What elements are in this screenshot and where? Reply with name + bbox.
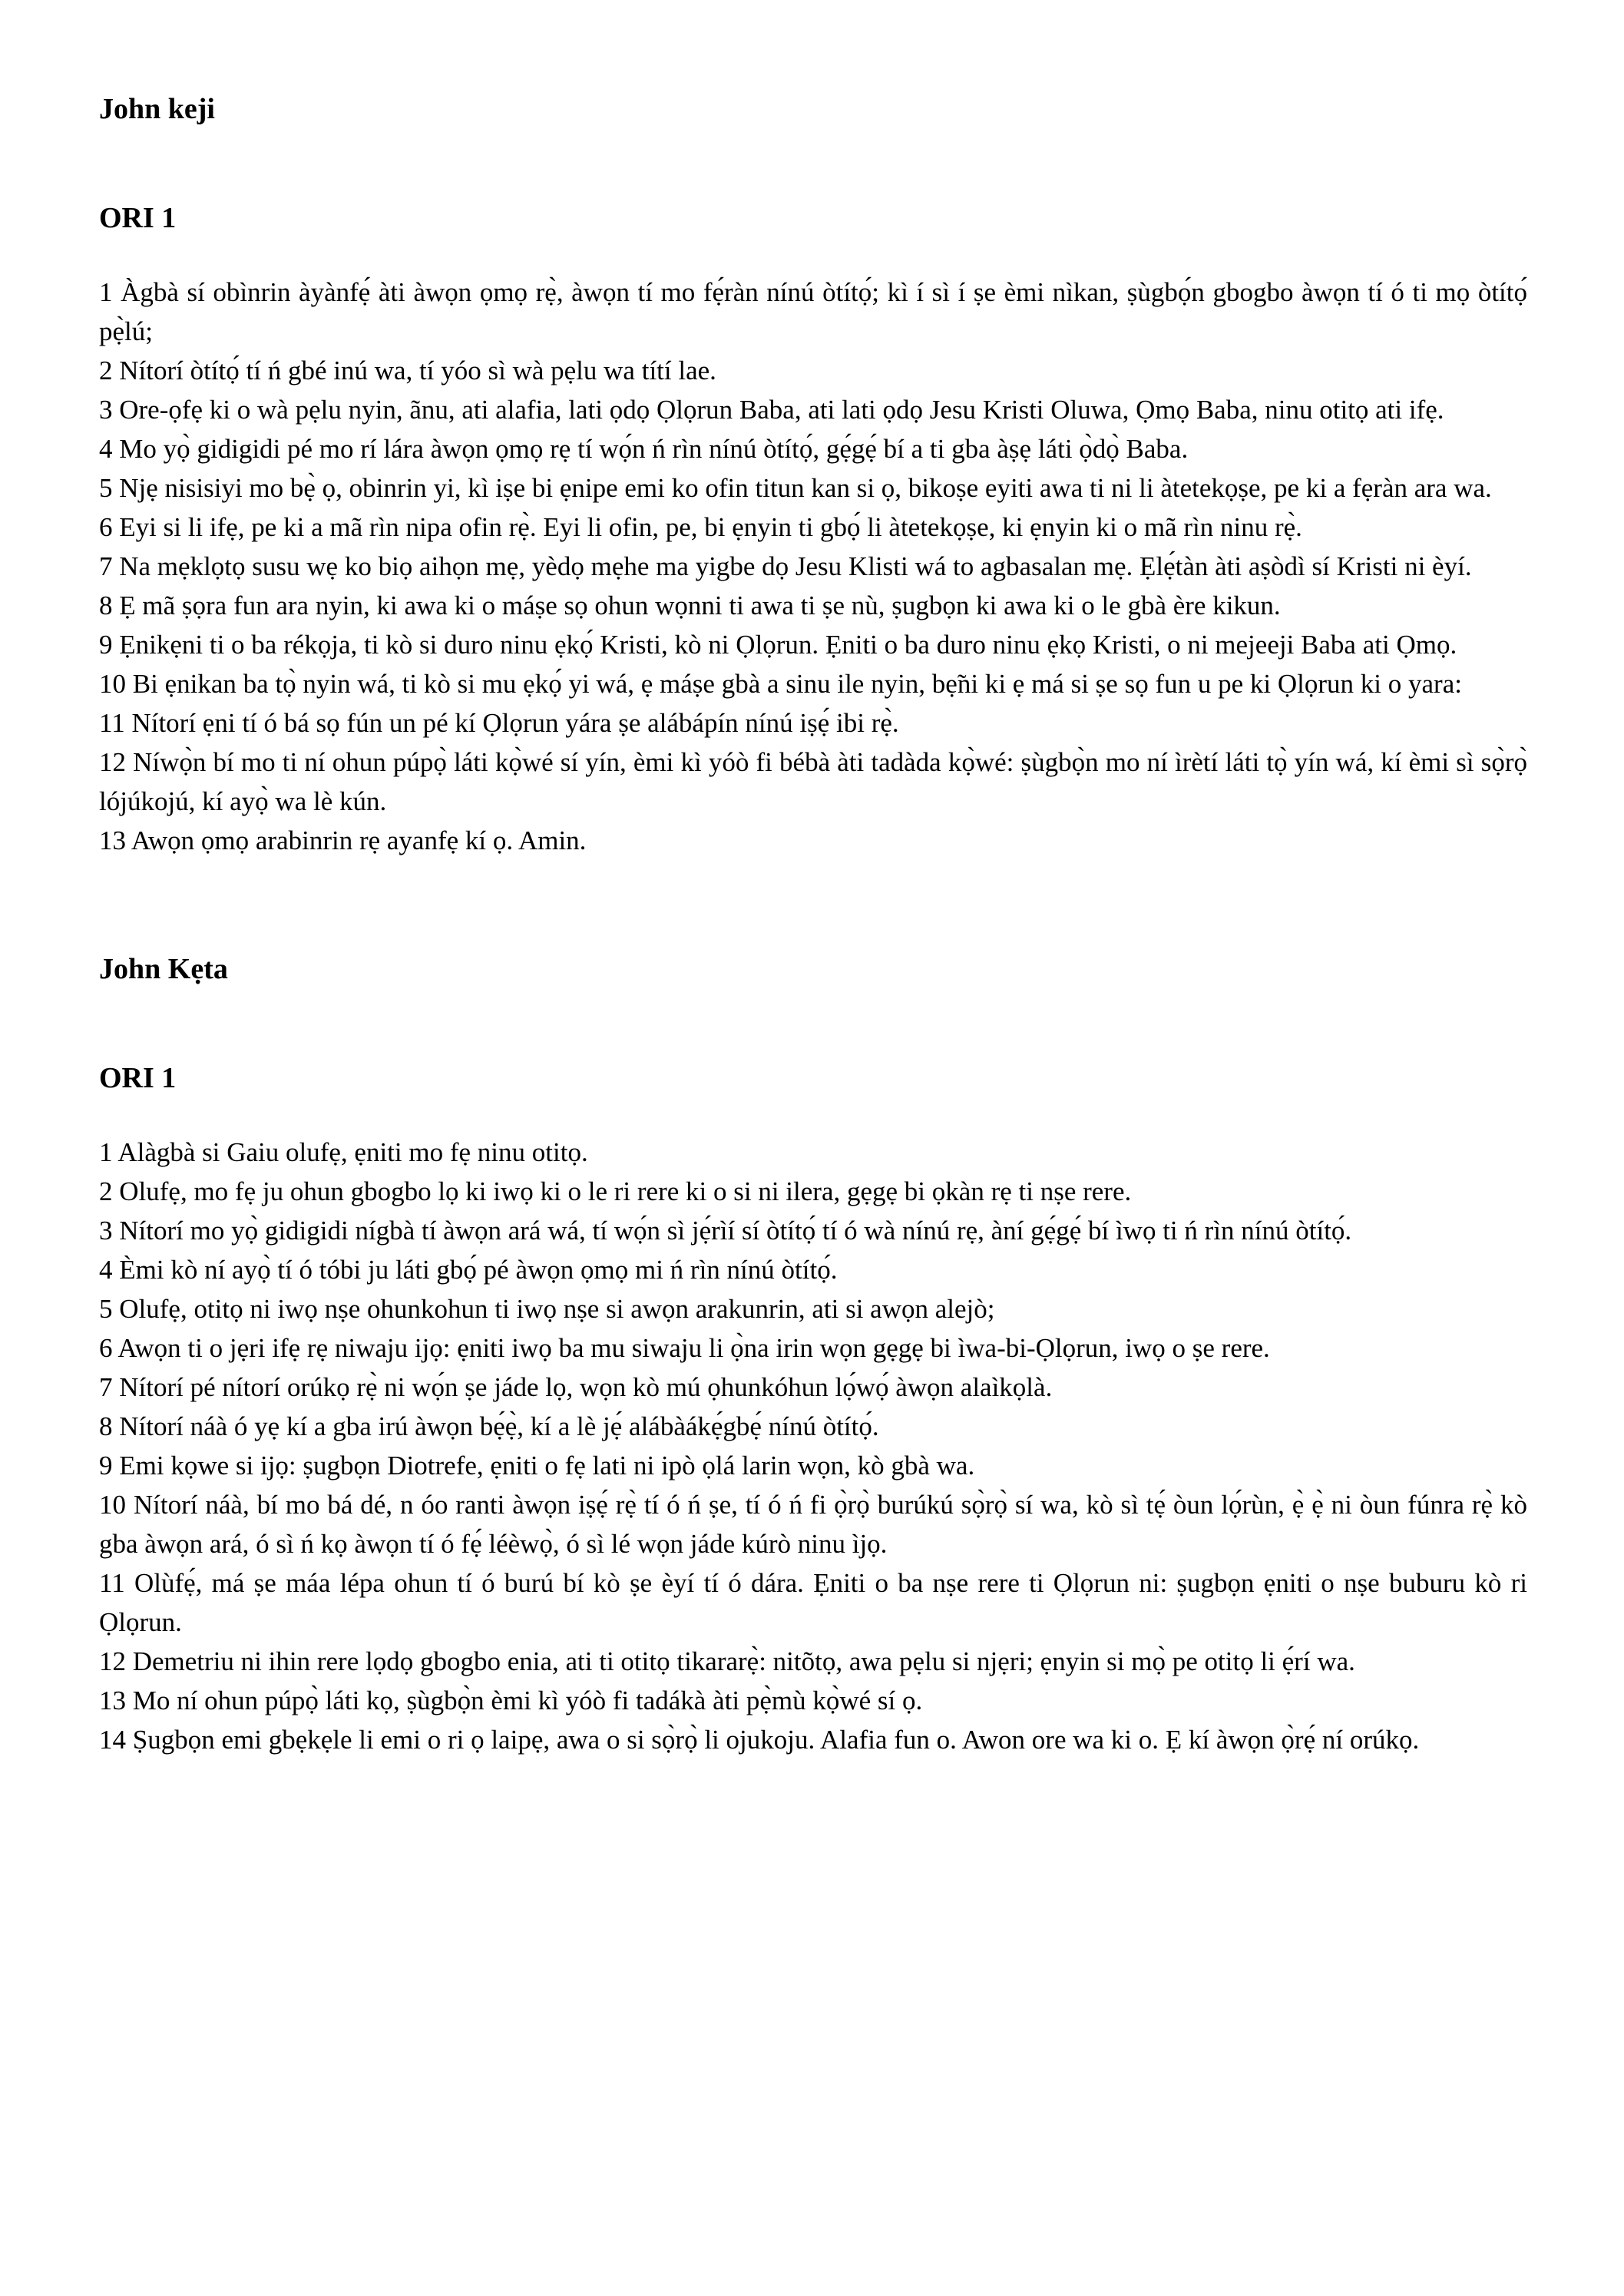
verse: 9 Emi kọwe si ijọ: ṣugbọn Diotrefe, ẹniti o fẹ lati ni ipò ọlá larin wọn, kò gbà wa. [99, 1451, 975, 1480]
verse: 3 Ore-ọfẹ ki o wà pẹlu nyin, ãnu, ati alafia, lati ọdọ Ọlọrun Baba, ati lati ọdọ Jesu Kristi Oluwa, Ọmọ Baba, ninu otitọ ati ifẹ. [99, 395, 1444, 425]
verse: 5 Olufẹ, otitọ ni iwọ nṣe ohunkohun ti iwọ nṣe si awọn arakunrin, ati si awọn alejò; [99, 1294, 995, 1324]
verse: 1 Alàgbà si Gaiu olufẹ, ẹniti mo fẹ ninu otitọ. [99, 1137, 588, 1167]
verse: 8 Nítorí náà ó yẹ kí a gba irú àwọn bẹ́ẹ̀, kí a lè jẹ́ alábàákẹ́gbẹ́ nínú òtítọ́. [99, 1411, 879, 1441]
verse: 13 Awọn ọmọ arabinrin rẹ ayanfẹ kí ọ. Amin. [99, 825, 587, 855]
document-page [99, 91, 1527, 1759]
verse: 12 Níwọ̀n bí mo ti ní ohun púpọ̀ láti kọ̀wé sí yín, èmi kì yóò fi bébà àti tadàda kọ̀wé: ṣùgbọ̀n mo ní ìrètí láti tọ̀ yín wá, kí èmi sì sọ̀rọ̀ lójúkojú, kí ayọ̀ wa lè kún. [99, 747, 1527, 816]
verse: 11 Nítorí ẹni tí ó bá sọ fún un pé kí Ọlọrun yára ṣe alábápín nínú iṣẹ́ ibi rẹ̀. [99, 708, 899, 738]
verse: 2 Nítorí òtítọ́ tí ń gbé inú wa, tí yóo sì wà pẹlu wa títí lae. [99, 356, 716, 385]
chapter-title: ORI 1 [99, 202, 177, 234]
verse: 13 Mo ní ohun púpọ̀ láti kọ, ṣùgbọ̀n èmi kì yóò fi tadákà àti pẹ̀mù kọ̀wé sí ọ. [99, 1686, 923, 1715]
verse: 7 Nítorí pé nítorí orúkọ rẹ̀ ni wọ́n ṣe jáde lọ, wọn kò mú ọhunkóhun lọ́wọ́ àwọn alaìkọlà. [99, 1372, 1053, 1402]
verse: 4 Èmi kò ní ayọ̀ tí ó tóbi ju láti gbọ́ pé àwọn ọmọ mi ń rìn nínú òtítọ́. [99, 1255, 838, 1285]
book-title: John keji [99, 93, 215, 125]
chapter-title: ORI 1 [99, 1062, 177, 1094]
verse: 8 Ẹ mã ṣọra fun ara nyin, ki awa ki o máṣe sọ ohun wọnni ti awa ti ṣe nù, ṣugbọn ki awa ki o le gbà ère kikun. [99, 591, 1281, 620]
verse: 2 Olufẹ, mo fẹ ju ohun gbogbo lọ ki iwọ ki o le ri rere ki o si ni ilera, gẹgẹ bi ọkàn rẹ ti nṣe rere. [99, 1176, 1132, 1206]
verse: 10 Bi ẹnikan ba tọ̀ nyin wá, ti kò si mu ẹkọ́ yi wá, ẹ máṣe gbà a sinu ile nyin, bẹ̃ni ki ẹ má si ṣe sọ fun u pe ki Ọlọrun ki o yara: [99, 669, 1462, 699]
verse: 12 Demetriu ni ihin rere lọdọ gbogbo enia, ati ti otitọ tikararẹ̀: nitõtọ, awa pẹlu si njẹri; ẹnyin si mọ̀ pe otitọ li ẹ́rí wa. [99, 1646, 1355, 1676]
verse: 5 Njẹ nisisiyi mo bẹ̀ ọ, obinrin yi, kì iṣe bi ẹnipe emi ko ofin titun kan si ọ, bikoṣe eyiti awa ti ni li àtetekọṣe, pe ki a fẹràn ara wa. [99, 473, 1492, 503]
verse: 7 Na mẹklọtọ susu wẹ ko biọ aihọn mẹ, yèdọ mẹhe ma yigbe dọ Jesu Klisti wá to agbasalan mẹ. Ẹlẹ́tàn àti aṣòdì sí Kristi ni èyí. [99, 551, 1472, 581]
verse: 6 Awọn ti o jẹri ifẹ rẹ niwaju ijọ: ẹniti iwọ ba mu siwaju li ọ̀na irin wọn gẹgẹ bi ìwa-bi-Ọlọrun, iwọ o ṣe rere. [99, 1333, 1270, 1363]
verse-list [99, 1133, 1527, 1759]
verse: 9 Ẹnikẹni ti o ba rékọja, ti kò si duro ninu ẹkọ́ Kristi, kò ni Ọlọrun. Ẹniti o ba duro ninu ẹkọ Kristi, o ni mejeeji Baba ati Ọmọ. [99, 630, 1457, 660]
verse: 10 Nítorí náà, bí mo bá dé, n óo ranti àwọn iṣẹ́ rẹ̀ tí ó ń ṣe, tí ó ń fi ọ̀rọ̀ burúkú sọ̀rọ̀ sí wa, kò sì tẹ́ òun lọ́rùn, ẹ̀ ẹ̀ ni òun fúnra rẹ̀ kò gba àwọn ará, ó sì ń kọ àwọn tí ó fẹ́ léèwọ̀, ó sì lé wọn jáde kúrò ninu ìjọ. [99, 1490, 1527, 1559]
book-section-john-keji [99, 91, 1527, 860]
verse: 3 Nítorí mo yọ̀ gidigidi nígbà tí àwọn ará wá, tí wọ́n sì jẹ́rìí sí òtítọ́ tí ó wà nínú rẹ, àní gẹ́gẹ́ bí ìwọ ti ń rìn nínú òtítọ́. [99, 1216, 1352, 1246]
verse: 14 Ṣugbọn emi gbẹkẹle li emi o ri ọ laipẹ, awa o si sọ̀rọ̀ li ojukoju. Alafia fun o. Awon ore wa ki o. Ẹ kí àwọn ọ̀rẹ́ ní orúkọ. [99, 1725, 1420, 1755]
verse-list [99, 273, 1527, 860]
verse: 1 Àgbà sí obìnrin àyànfẹ́ àti àwọn ọmọ rẹ̀, àwọn tí mo fẹ́ràn nínú òtítọ́; kì í sì í ṣe èmi nìkan, ṣùgbọ́n gbogbo àwọn tí ó ti mọ òtítọ́ pẹ̀lú; [99, 277, 1527, 346]
verse: 6 Eyi si li ifẹ, pe ki a mã rìn nipa ofin rẹ̀. Eyi li ofin, pe, bi ẹnyin ti gbọ́ li àtetekọṣe, ki ẹnyin ki o mã rìn ninu rẹ̀. [99, 512, 1302, 542]
verse: 11 Olùfẹ́, má ṣe máa lépa ohun tí ó burú bí kò ṣe èyí tí ó dára. Ẹniti o ba nṣe rere ti Ọlọrun ni: ṣugbọn ẹniti o nṣe buburu kò ri Ọlọrun. [99, 1568, 1527, 1637]
verse: 4 Mo yọ̀ gidigidi pé mo rí lára àwọn ọmọ rẹ tí wọ́n ń rìn nínú òtítọ́, gẹ́gẹ́ bí a ti gba àṣẹ láti ọ̀dọ̀ Baba. [99, 434, 1189, 464]
book-section-john-keta [99, 951, 1527, 1759]
book-title: John Kẹta [99, 953, 228, 985]
